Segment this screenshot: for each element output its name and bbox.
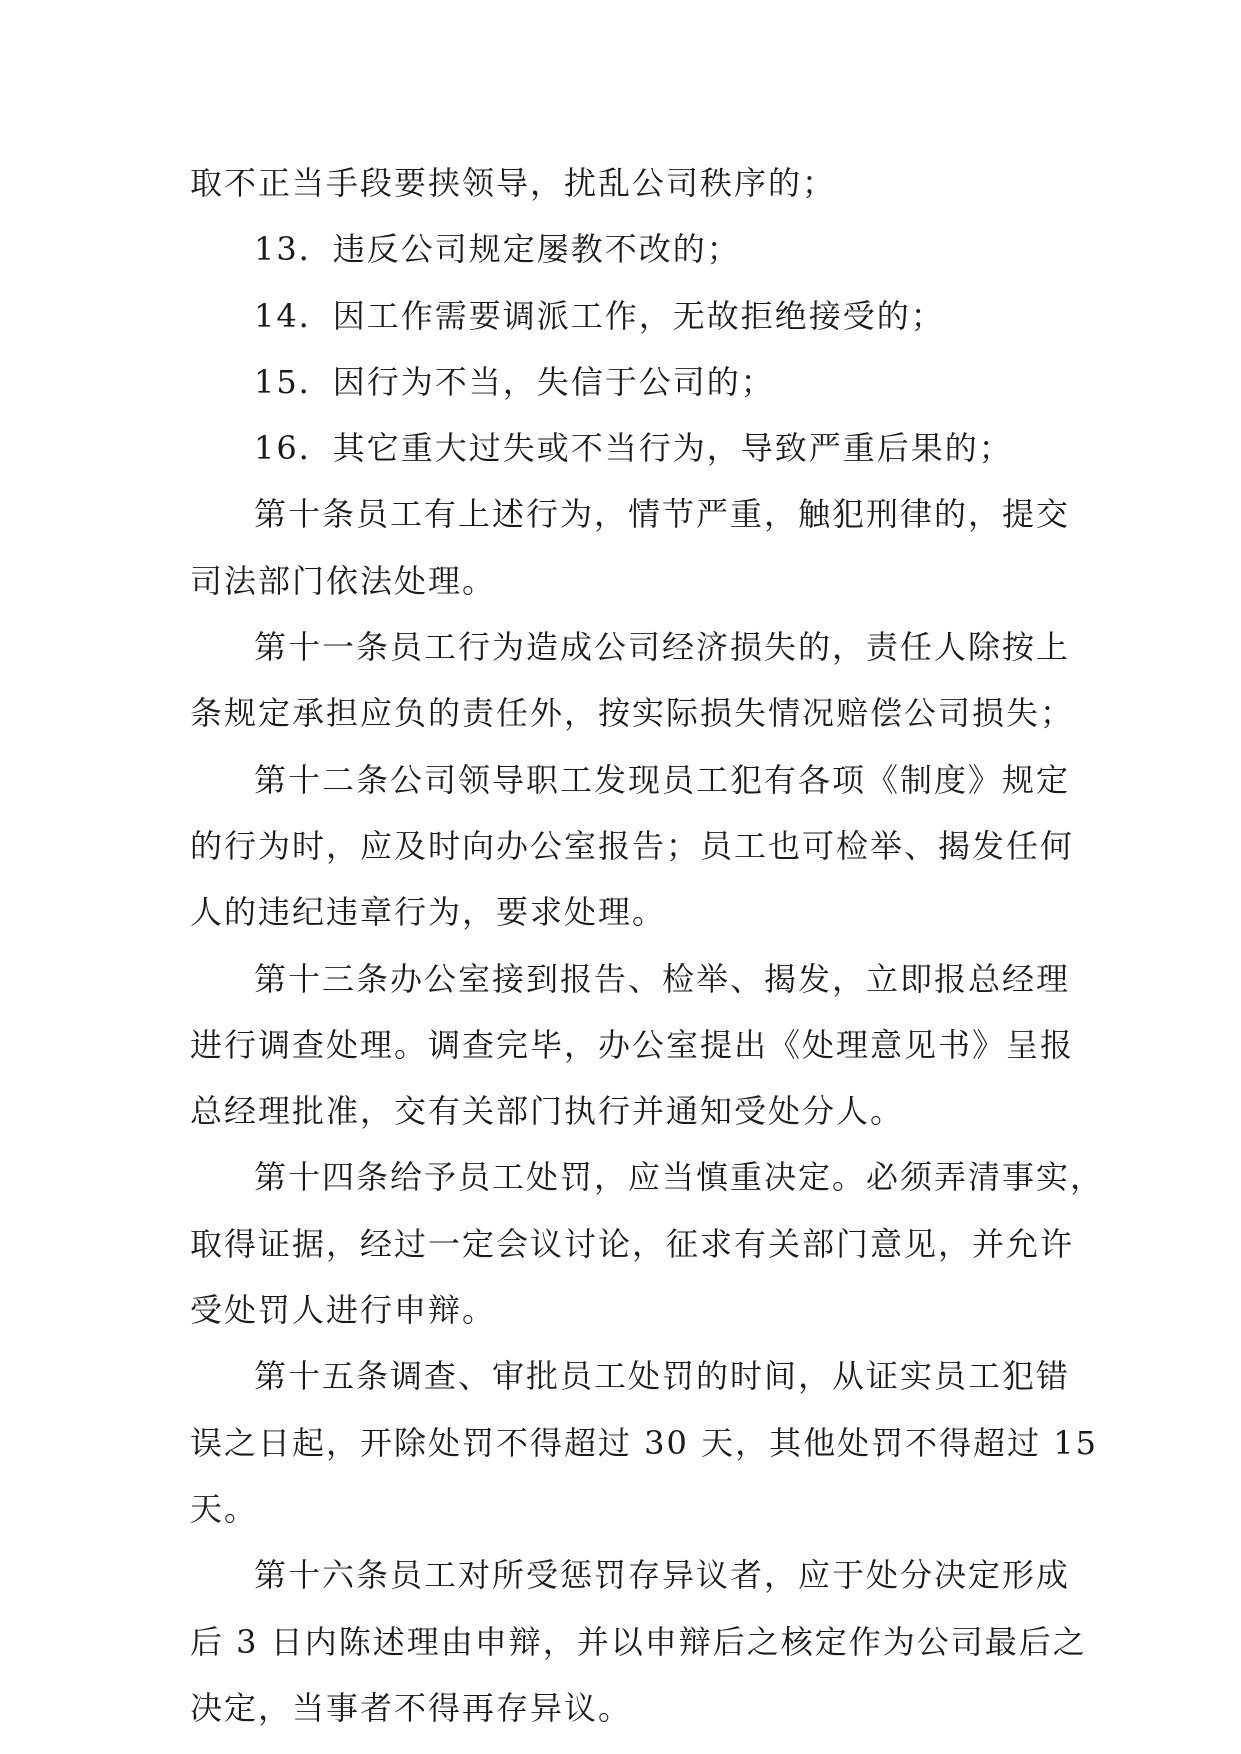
text-line-2: 13．违反公司规定屡教不改的； xyxy=(254,230,741,269)
text-line-14: 进行调查处理。调查完毕，办公室提出《处理意见书》呈报 xyxy=(190,1025,1075,1064)
text-line-16: 第十四条给予员工处罚，应当慎重决定。必须弄清事实， xyxy=(254,1158,1105,1197)
document-body xyxy=(190,150,1105,1741)
text-line-22: 第十六条员工对所受惩罚存异议者，应于处分决定形成 xyxy=(254,1556,1071,1595)
text-line-12: 人的违纪违章行为，要求处理。 xyxy=(190,893,667,932)
text-line-10: 第十二条公司领导职工发现员工犯有各项《制度》规定 xyxy=(254,760,1071,799)
text-line-9: 条规定承担应负的责任外，按实际损失情况赔偿公司损失； xyxy=(190,694,1075,733)
text-line-3: 14．因工作需要调派工作，无故拒绝接受的； xyxy=(254,296,945,335)
text-line-24: 决定，当事者不得再存异议。 xyxy=(190,1688,633,1727)
text-line-8: 第十一条员工行为造成公司经济损失的，责任人除按上 xyxy=(254,628,1071,667)
text-line-20: 误之日起，开除处罚不得超过 30 天，其他处罚不得超过 15 xyxy=(190,1423,1098,1462)
text-line-17: 取得证据，经过一定会议讨论，征求有关部门意见，并允许 xyxy=(190,1224,1075,1263)
text-line-15: 总经理批准，交有关部门执行并通知受处分人。 xyxy=(190,1092,905,1131)
text-line-23: 后 3 日内陈述理由申辩，并以申辩后之核定作为公司最后之 xyxy=(190,1622,1087,1661)
text-line-7: 司法部门依法处理。 xyxy=(190,561,497,600)
text-line-1: 取不正当手段要挟领导，扰乱公司秩序的； xyxy=(190,164,837,202)
text-line-6: 第十条员工有上述行为，情节严重，触犯刑律的，提交 xyxy=(254,495,1071,534)
text-line-19: 第十五条调查、审批员工处罚的时间，从证实员工犯错 xyxy=(254,1357,1071,1396)
text-line-4: 15．因行为不当，失信于公司的； xyxy=(254,362,775,401)
text-line-13: 第十三条办公室接到报告、检举、揭发，立即报总经理 xyxy=(254,959,1071,998)
text-line-11: 的行为时，应及时向办公室报告；员工也可检举、揭发任何 xyxy=(190,826,1075,865)
text-line-18: 受处罚人进行申辩。 xyxy=(190,1291,497,1330)
text-line-5: 16．其它重大过失或不当行为，导致严重后果的； xyxy=(254,429,1013,468)
text-line-21: 天。 xyxy=(190,1489,259,1528)
